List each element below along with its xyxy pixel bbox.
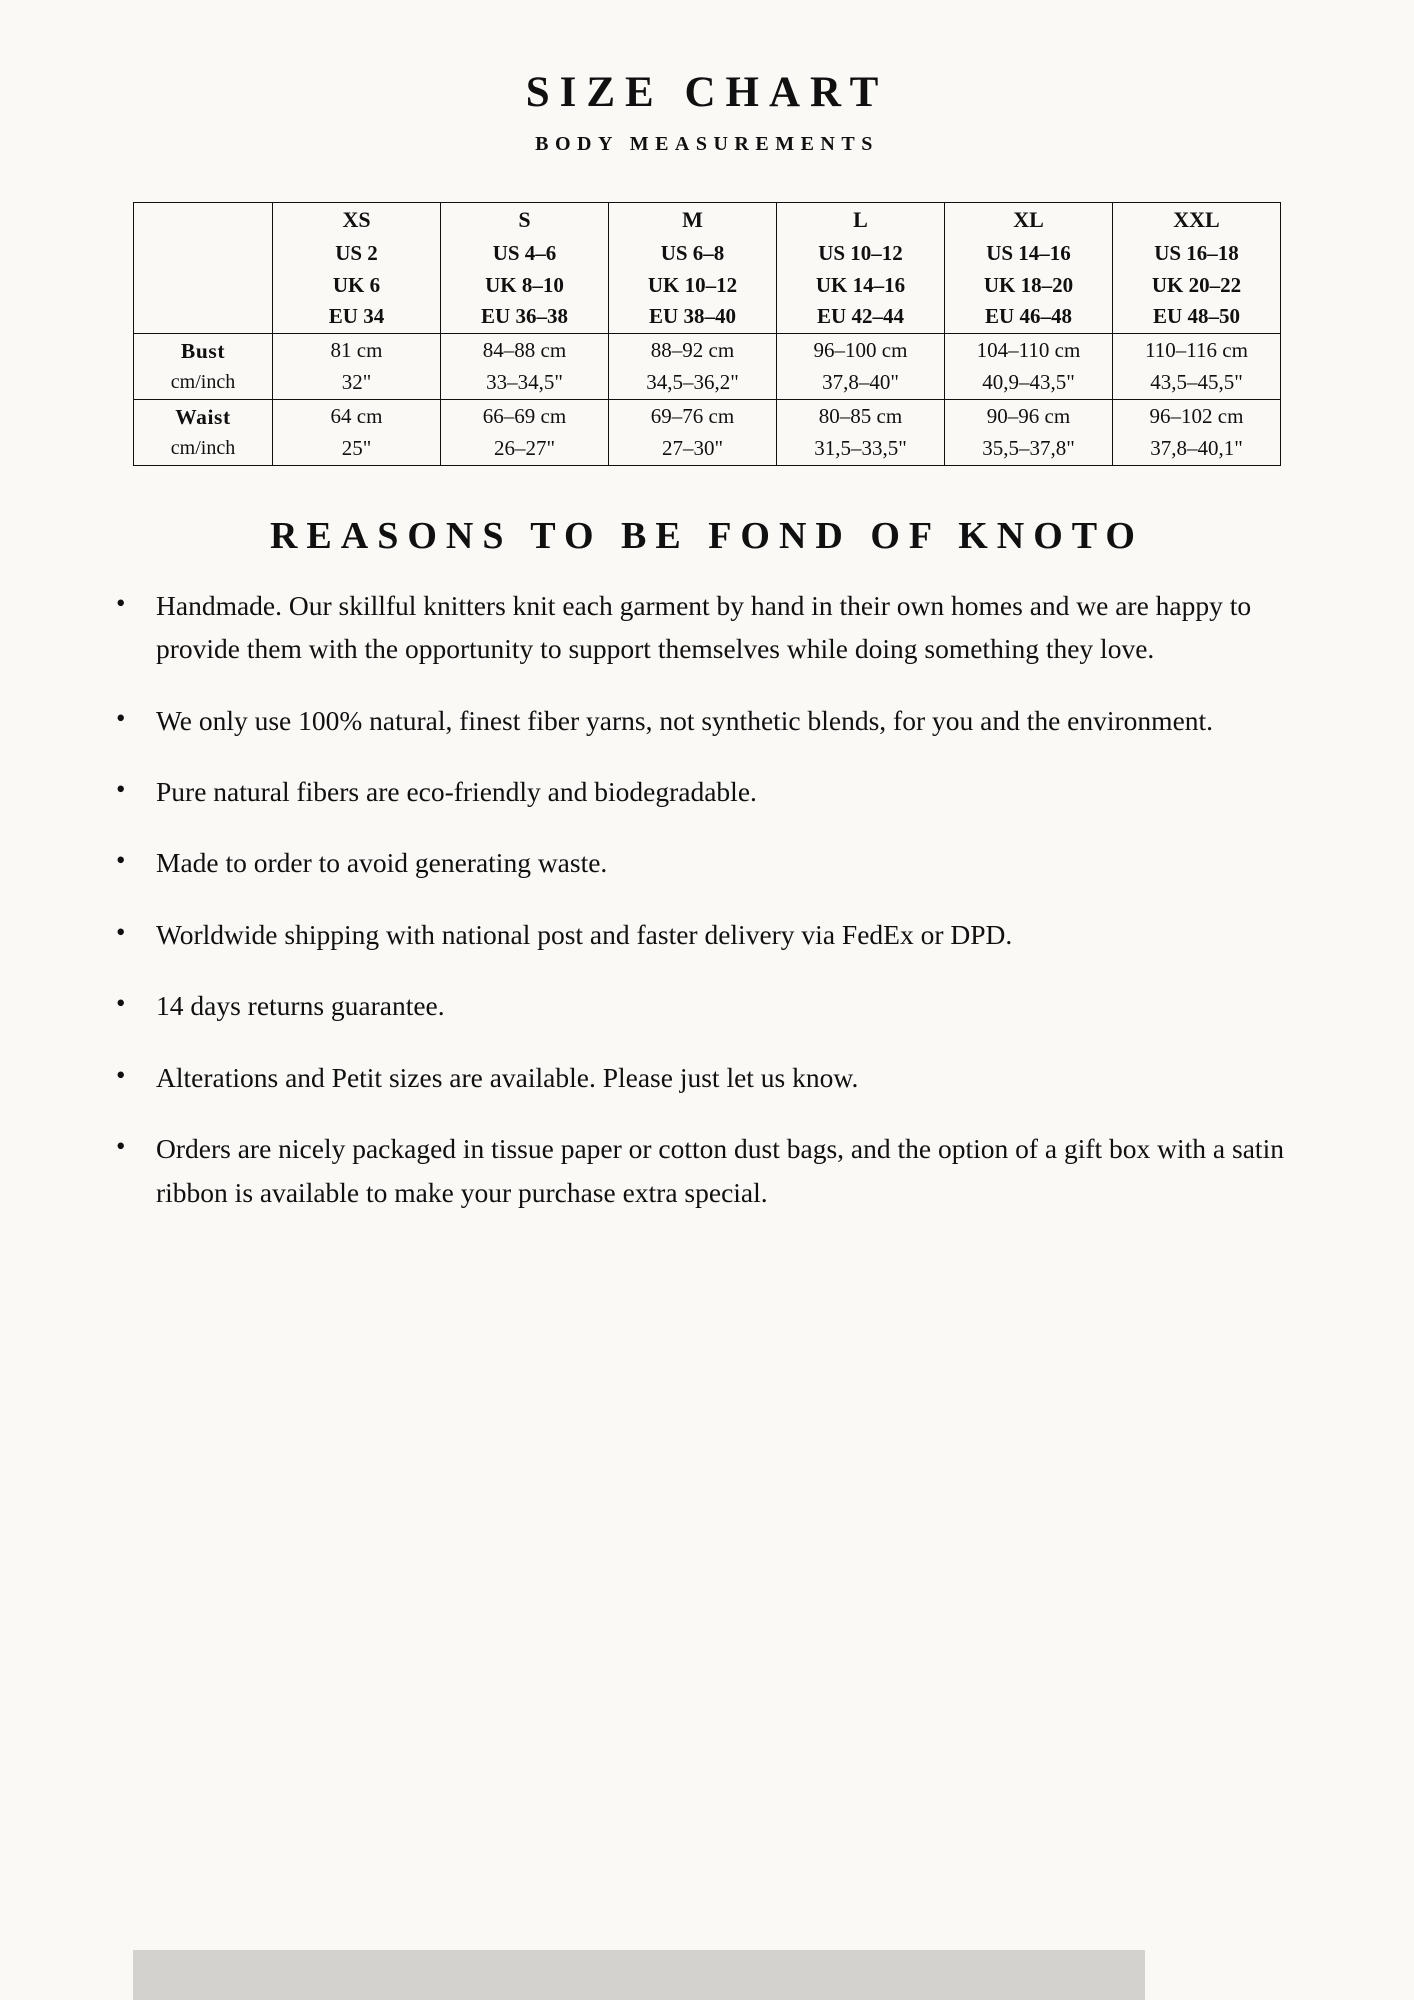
column-uk-label: UK 10–12 — [647, 272, 738, 297]
cell-cm: 88–92 cm — [650, 337, 735, 362]
column-header-xs — [273, 203, 441, 334]
list-item: • Worldwide shipping with national post and faster delivery via FedEx or DPD. — [108, 913, 1336, 956]
cell-cm: 110–116 cm — [1145, 337, 1248, 362]
cell-cm: 69–76 cm — [650, 403, 735, 428]
column-eu-label: EU 46–48 — [985, 304, 1072, 328]
cell-waist-xxl — [1113, 399, 1281, 465]
cell-inch: 25" — [341, 436, 372, 461]
list-item: • Made to order to avoid generating waste. — [108, 841, 1336, 884]
cell-bust-s — [441, 333, 609, 399]
column-us-label: US 4–6 — [492, 241, 557, 265]
list-item: • 14 days returns guarantee. — [108, 984, 1336, 1027]
cell-waist-xs — [273, 399, 441, 465]
column-eu-label: EU 38–40 — [649, 304, 736, 328]
cell-inch: 34,5–36,2" — [646, 370, 739, 395]
cell-cm: 90–96 cm — [986, 403, 1071, 428]
cell-inch: 35,5–37,8" — [982, 436, 1075, 461]
row-header-waist — [134, 399, 273, 465]
size-chart-table-wrapper — [133, 202, 1281, 466]
column-uk-label: UK 18–20 — [983, 272, 1074, 297]
cell-cm: 80–85 cm — [818, 403, 903, 428]
column-size-label: XS — [342, 207, 371, 232]
table-body — [134, 333, 1281, 465]
table-row — [134, 333, 1281, 399]
cell-inch: 37,8–40,1" — [1150, 436, 1243, 461]
row-name: Bust — [180, 338, 226, 363]
column-size-label: M — [682, 207, 703, 232]
list-item: • Pure natural fibers are eco-friendly and biodegradable. — [108, 770, 1336, 813]
column-eu-label: EU 48–50 — [1153, 304, 1240, 328]
reasons-heading: REASONS TO BE FOND OF KNOTO — [269, 514, 1144, 557]
column-us-label: US 10–12 — [818, 241, 903, 265]
cell-cm: 96–102 cm — [1149, 403, 1244, 428]
column-us-label: US 2 — [335, 241, 378, 265]
cell-inch: 32" — [341, 370, 372, 395]
column-size-label: XXL — [1173, 207, 1220, 232]
cell-waist-l — [777, 399, 945, 465]
cell-bust-xxl — [1113, 333, 1281, 399]
cell-cm: 96–100 cm — [813, 337, 908, 362]
reasons-list — [0, 584, 1414, 1214]
cell-bust-xs — [273, 333, 441, 399]
cell-inch: 37,8–40" — [822, 370, 899, 395]
page-subtitle: BODY MEASUREMENTS — [535, 133, 879, 155]
column-uk-label: UK 8–10 — [485, 272, 564, 297]
cell-bust-xl — [945, 333, 1113, 399]
column-eu-label: EU 42–44 — [817, 304, 904, 328]
column-header-xl — [945, 203, 1113, 334]
column-uk-label: UK 20–22 — [1151, 272, 1242, 297]
column-header-xxl — [1113, 203, 1281, 334]
cell-inch: 43,5–45,5" — [1150, 370, 1243, 395]
cell-inch: 33–34,5" — [486, 370, 563, 395]
row-unit: cm/inch — [170, 371, 236, 394]
column-header-m — [609, 203, 777, 334]
cell-cm: 64 cm — [330, 403, 383, 428]
column-eu-label: EU 34 — [328, 304, 385, 328]
table-corner-cell — [134, 203, 273, 334]
row-header-bust — [134, 333, 273, 399]
column-size-label: L — [853, 207, 868, 232]
cell-cm: 104–110 cm — [976, 337, 1081, 362]
cell-waist-xl — [945, 399, 1113, 465]
page-title: SIZE CHART — [525, 69, 889, 116]
cell-inch: 40,9–43,5" — [982, 370, 1075, 395]
list-item: • Alterations and Petit sizes are available. Please just let us know. — [108, 1056, 1336, 1099]
row-unit: cm/inch — [170, 437, 236, 460]
column-size-label: XL — [1013, 207, 1044, 232]
cell-cm: 84–88 cm — [482, 337, 567, 362]
column-eu-label: EU 36–38 — [481, 304, 568, 328]
list-item: • Handmade. Our skillful knitters knit each garment by hand in their own homes and we are happy to provide them with the opportunity to support themselves while doing something they love. — [108, 584, 1336, 671]
list-item: • Orders are nicely packaged in tissue paper or cotton dust bags, and the option of a gift box with a satin ribbon is available to make your purchase extra special. — [108, 1127, 1336, 1214]
column-us-label: US 16–18 — [1154, 241, 1239, 265]
list-item: • We only use 100% natural, finest fiber yarns, not synthetic blends, for you and the environment. — [108, 699, 1336, 742]
cell-bust-m — [609, 333, 777, 399]
table-row — [134, 399, 1281, 465]
cell-inch: 27–30" — [661, 436, 724, 461]
cell-bust-l — [777, 333, 945, 399]
column-header-s — [441, 203, 609, 334]
column-us-label: US 14–16 — [986, 241, 1071, 265]
table-header-row — [134, 203, 1281, 334]
cell-cm: 66–69 cm — [482, 403, 567, 428]
column-uk-label: UK 14–16 — [815, 272, 906, 297]
column-size-label: S — [518, 207, 531, 232]
table-header — [134, 203, 1281, 334]
column-uk-label: UK 6 — [332, 272, 381, 297]
cell-inch: 26–27" — [493, 436, 556, 461]
size-chart-table — [133, 202, 1281, 466]
column-us-label: US 6–8 — [660, 241, 725, 265]
row-name: Waist — [175, 405, 231, 430]
cell-cm: 81 cm — [330, 337, 383, 362]
cell-waist-m — [609, 399, 777, 465]
column-header-l — [777, 203, 945, 334]
cell-inch: 31,5–33,5" — [814, 436, 907, 461]
cell-waist-s — [441, 399, 609, 465]
bottom-image-placeholder — [133, 1950, 1145, 2000]
